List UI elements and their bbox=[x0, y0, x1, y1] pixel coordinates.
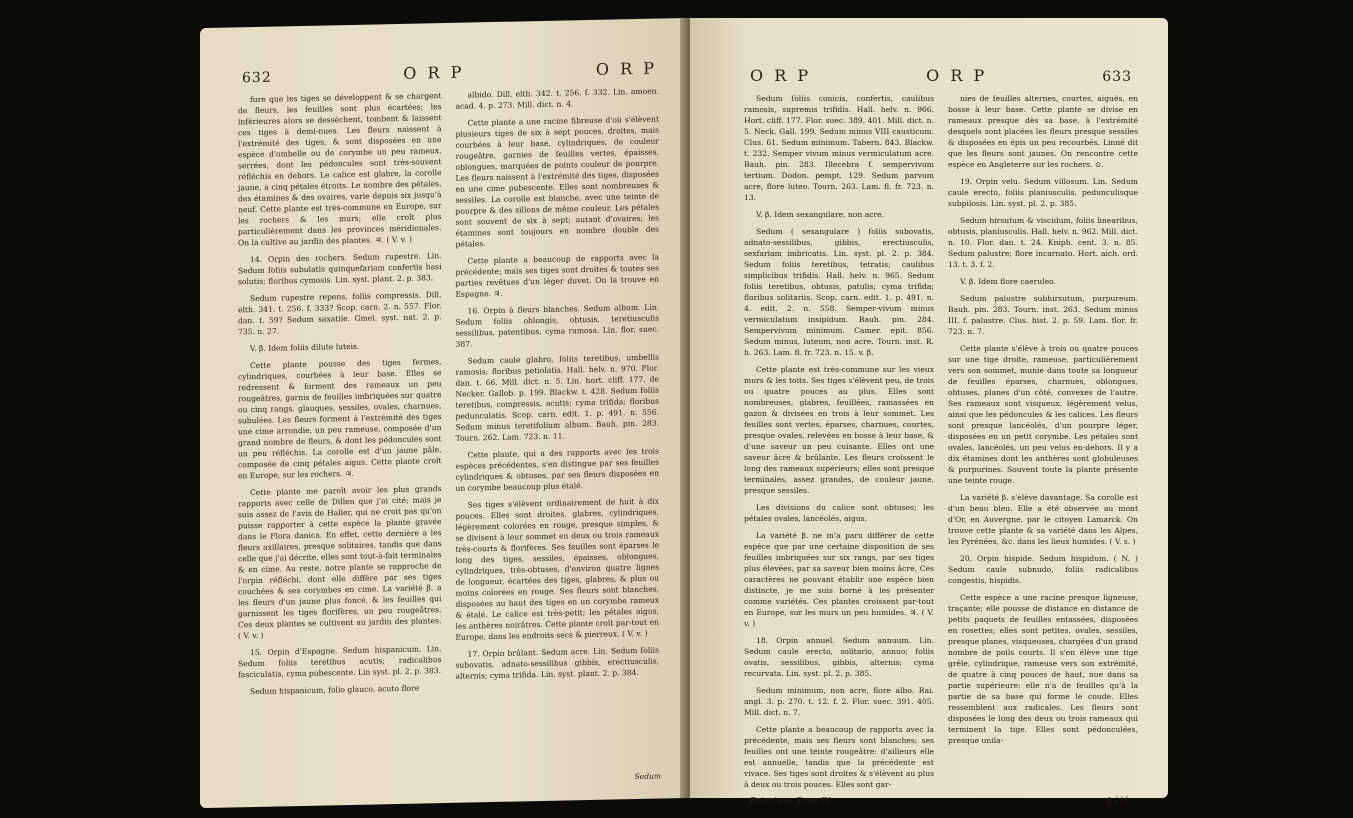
paragraph: Sedum caule glabro, foliis teretibus, umbellis ramosis; floribus petiolatis. Hall. helv. n. 970. Flor. dan. t. 66. Mill. dict. n. 5. Lin. hort. cliff. 177. de Necker. Gallob. p. 199. Blackw. t. 428. Sedum foliis teretibus, compressis, acutis; cyma trifida; floribus pedunculatis. Scop. carn. edit. 1. p. 491. n. 556. Sedum minus teretifolium album. Bauh. pin. 283. Tourn. 262. Lam. 723. n. 11. bbox=[455, 352, 659, 443]
paragraph: Ses tiges s'élèvent ordinairement de huit à dix pouces. Elles sont droites, glabres, cylindriques, légèrement colorées en rouge, presque simples, & se divisent à leur sommet en deux ou trois rameaux très-courts & florifères. Ses feuilles sont éparses le long des tiges, sessiles, épaisses, oblongues, cylindriques, très-obtuses, d'environ quatre lignes de longueur, écartées des tiges, glabres, & plus ou moins colorées en rouge. Ses fleurs sont blanches, disposées au haut des tiges en un corymbe rameux & étalé. Le calice est très-petit; les pétales aigus, les anthères noirâtres. Cette plante croît par-tout en Europe, dans les endroits secs & pierreux. ( V. v. ) bbox=[455, 496, 659, 642]
paragraph: Cette plante s'élève à trois ou quatre pouces sur une tige droite, rameuse, particulièrement vers son sommet, munie dans toute sa longueur de feuilles éparses, charnues, oblongues, obtuses, planes d'un côté, convexes de l'autre. Ses rameaux sont visqueux, légèrement velus, ainsi que les pédoncules & les calices. Les fleurs sont presque lancéolés, d'un pourpre léger, disposées en un petit corymbe. Les pétales sont ovales, lancéolés, un peu velus en-dehors. Il y a dix étamines dont les anthères sont globuleuses & purpurines. Souvent toute la plante présente une teinte rouge. bbox=[948, 344, 1138, 485]
paragraph: albido. Dill. elth. 342. t. 256. f. 332. Lin. amoen. acad. 4. p. 273. Mill. dict. n. 4. bbox=[455, 86, 659, 111]
paragraph: Sedum palustre subhirsutum, purpureum. Bauh. pin. 283. Tourn. inst. 263. Sedum minus III, f. palustre. Clus. hist. 2. p. 59. Lam. flor. fr. 723. n. 7. bbox=[948, 294, 1138, 336]
paragraph: Les divisions du calice sont obtuses; les pétales ovales, lancéolés, aigus. bbox=[744, 503, 934, 523]
paragraph: 19. Orpin velu. Sedum villosum. Lin. Sedum caule erecto, foliis planiusculis, pedunculisque subpilosis. Lin. syst. pl. 2. p. 385. bbox=[948, 177, 1138, 208]
left-running-head bbox=[200, 18, 685, 87]
left-column-1 bbox=[238, 90, 442, 703]
right-header-title-a: O R P bbox=[750, 66, 812, 85]
paragraph: 15. Orpin d'Espagne. Sedum hispanicum. Lin. Sedum foliis teretibus acutis; radicalibus fasciculatis, cyma pubescente. Lin syst. pl. 2. p. 383. bbox=[238, 644, 442, 680]
left-column-2 bbox=[456, 86, 660, 699]
right-columns bbox=[690, 85, 1168, 796]
paragraph: V. β. Idem sexangulare, non acre. bbox=[756, 210, 885, 219]
left-header-title-b: O R P bbox=[595, 58, 657, 79]
paragraph: 18. Orpin annuel. Sedum annuum. Lin. Sedum caule erecto, solitario, annuo; foliis ovatis, sessilibus, gibbis, alternis; cyma recurvata. Lin. syst. pl. 2. p. 385. bbox=[744, 636, 934, 678]
right-column-1 bbox=[744, 93, 934, 796]
paragraph: Sedum ( sexangulare ) foliis subovatis, adnato-sessilibus, gibbis, erectiusculis, sexfariam imbricatis. Lin. syst. pl. 2. p. 384. Sedum foliis teretibus, tetratis; caulibus simplicibus trifidis. Hall. helv. n. 965. Sedum foliis teretibus, obtusis, patulis; cyma trifida; floribus solitariis. Scop. carn. edit. 1. p. 491. n. 4. edit. 2. n. 558. Semper-vivum minus vermiculatum insipidum. Bauh. pin. 284. Sempervivum minimum. Camer. epit. 856. Sedum minus, luteum, non acre. Tourn. inst. R. h. 263. Lam. fl. fr. 723. n. 15. v. β. bbox=[744, 227, 934, 357]
paragraph: V. β. Idem foliis dilute luteis. bbox=[250, 341, 360, 354]
left-columns bbox=[200, 77, 685, 704]
left-header-title-a: O R P bbox=[403, 62, 465, 83]
paragraph: Cette plante a beaucoup de rapports avec la précédente; mais ses tiges sont droites & toutes ses parties revêtues d'un léger duvet. On la trouve en Espagne. ♃. bbox=[455, 252, 659, 299]
paragraph: La variété β. s'élève davantage. Sa corolle est d'un beau bleu. Elle a été observée au mont d'Or, en Auvergne, par le citoyen Lamarck. On trouve cette plante & sa variété dans les Alpes, les Pyrénées, &c. dans les lieux humides. ( V. s. ) bbox=[948, 493, 1138, 546]
right-footer bbox=[690, 796, 1168, 805]
paragraph: La variété β. ne m'a paru différer de cette espèce que par une certaine disposition de ses feuilles imbriquées sur six rangs, par ses tiges plus élevées, par sa saveur bien moins âcre. Ces caractères ne pouvant établir une espèce bien distincte, je me suis borné à les présenter comme variétés. Ces plantes croissent par-tout en Europe, sur les murs un peu humides. ♃. ( V. v. ) bbox=[744, 531, 934, 628]
paragraph: Cette plante est très-commune sur les vieux murs & les toits. Ses tiges s'élèvent peu, de trois ou quatre pouces au plus. Elles sont nombreuses, glabres, feuillées, ramassées en gazon & divisées en trois à leur sommet. Les feuilles sont vertes, éparses, charnues, courtes, presque ovales, relevées en bosse à leur base, & d'une saveur un peu cuisante. Elles ont une saveur âcre & brûlante. Les fleurs croissent le long des rameaux supérieurs; elles sont presque terminales, assez grandes, de couleur jaune, presque sessiles. bbox=[744, 365, 934, 495]
paragraph: nies de feuilles alternes, courtes, aiguës, en bosse à leur base. Cette plante se divise en rameaux presque dès sa base, à l'extrémité desquels sont placées les fleurs presque sessiles & disposées en épis un peu recourbés. Linné dit que les fleurs sont jaunes. On rencontre cette espèce en Angleterre sur les rochers. ⊙. bbox=[948, 94, 1138, 169]
paragraph: Cette plante me paroît avoir les plus grands rapports avec celle de Dillen que j'ai cité; mais je suis assez de l'avis de Haller, qui ne croit pas qu'on puisse rapporter à cette espèce la plante gravée dans le Flora danica. En effet, cette dernière a les fleurs axillaires, presque solitaires, tandis que dans celle que j'ai décrite, elles sont tout-à-fait terminales & en cime. Au reste, notre plante se rapproche de l'orpin réfléchi, dont elle diffère par ses tiges couchées & ses corymbes en cime. La variété β. a les fleurs d'un jaune plus foncé, & les feuilles qui garnissent les tiges florifères, un peu rougeâtres. Ces deux plantes se cultivent au jardin des plantes. ( V. v. ) bbox=[238, 484, 442, 641]
paragraph: 17. Orpin brûlant. Sedum acre. Lin. Sedum foliis subovatis, adnato-sessilibus gibbis, erectiusculis, alternis; cyma trifida. Lin. syst. plant. 2. p. 384. bbox=[455, 645, 659, 681]
paragraph: 14. Orpin des rochers. Sedum rupestre. Lin. Sedum foliis subulatis quinquefariam confertis basi solutis; floribus cymosis. Lin. syst. plant. 2. p. 383. bbox=[238, 251, 442, 287]
right-page bbox=[690, 18, 1168, 805]
paragraph: Sedum minimum, non acre, flore albo. Rai. angl. 3. p. 270. t. 12. f. 2. Flor. suec. 391. 405. Mill. dict. n. 7. bbox=[744, 686, 934, 717]
paragraph: 20. Orpin hispide. Sedum hispidum. ( N. ) Sedum caule subnudo, foliis radicalibus congestis, hispidis. bbox=[948, 554, 1138, 585]
paragraph: 16. Orpin à fleurs blanches. Sedum album. Lin. Sedum foliis oblongis, obtusis, teretiusculis sessilibus, patentibus, cyma ramosa. Lin. flor. suec. 387. bbox=[455, 302, 659, 349]
left-page bbox=[200, 18, 685, 808]
paragraph: Cette plante, qui a des rapports avec les trois espèces précédentes, s'en distingue par ses feuilles cylindriques & obtuses, par ses fleurs disposées en un corymbe beaucoup plus étalé. bbox=[455, 446, 659, 493]
paragraph: Cette plante pousse des tiges fermes, cylindriques, courbées à leur base. Elles se redressent & forment des rameaux un peu rougeâtres, garnis de feuilles imbriquées sur quatre ou cinq rangs, glauques, sessiles, ovales, charnues, subulées. Les fleurs forment à l'extrémité des tiges une cime arrondie, un peu rameuse, composée d'un grand nombre de fleurs, & dont les pédoncules sont un peu réfléchis. La corolle est d'un jaune pâle, composée de cinq pétales aigus. Cette plante croît en Europe, sur les rochers. ♃. bbox=[238, 357, 442, 481]
paragraph: Sedum hirsutum & viscidum, foliis linearibus, obtusis, planiusculis. Hall. helv. n. 962. Mill. dict. n. 10. Flor. dan. t. 24. Kniph. cent. 3. n. 85. Sedum palustre; flore incarnato. Hort. aich. ord. 13. t. 3. f. 2. bbox=[948, 216, 1138, 269]
right-page-number: 633 bbox=[1102, 69, 1132, 85]
paragraph: Sedum hispanicum, folio glauco, acuto flore bbox=[250, 683, 420, 697]
paragraph: fure que les tiges se développent & se chargent de fleurs, les feuilles sont plus écartées; les inférieures alors se dessèchent, tombent & laissent ces tiges à demi-nues. Les fleurs naissent à l'extrémité des tiges, & sont disposées en une espèce d'ombelle ou de corymbe un peu rameux, serrées, dont les pédoncules sont très-souvent réfléchis en dehors. Le calice est glabre, la corolle jaune, à cinq pétales étroits. Le nombre des pétales, des étamines & des ovaires, varie depuis six jusqu'à neuf. Cette plante est très-commune en Europe, sur les rochers & les murs; elle croît plus particulièrement dans les provinces méridionales. On la cultive au jardin des plantes. ♃. ( V. v. ) bbox=[238, 91, 442, 248]
right-running-head bbox=[690, 18, 1168, 85]
paragraph: Sedum foliis conicis, confertis, caulibus ramosis, supremis trifidis. Hall. helv. n. 966. Hort. cliff. 177. Flor. suec. 389. 401. Mill. dict. n. 5. Neck. Gall. 199. Sedum minus VIII causticum. Clus. 61. Sedum minimum. Tabern. 843. Blackw. t. 232. Semper vivum minus vermiculatum acre. Bauh. pin. 283. Illecebra f. sempervivum tertium. Dodon. pempt. 129. Sedum parvum acre, flore luteo. Tourn. 263. Lam. fl. fr. 723. n. 13. bbox=[744, 94, 934, 202]
paragraph: Sedum rupestre repens, foliis compressis. Dill. elth. 341. t. 256. f. 333? Scop. carn. 2. n. 557. Flor. dan. t. 59? Sedum saxatile. Gmel. syst. nat. 2. p. 735. n. 27. bbox=[238, 290, 442, 337]
left-catchword: Sedum bbox=[634, 771, 661, 782]
paragraph: Cette plante a une racine fibreuse d'où s'élèvent plusieurs tiges de six à sept pouces, droites, mais courbées à leur base, cylindriques, de couleur rougeâtre, garnies de feuilles vertes, épaisses, oblongues, marquées de points couleur de pourpre. Les fleurs naissent à l'extrémité des tiges, disposées en une cime pubescente. Elles sont nombreuses & sessiles. La corolle est blanche, avec une teinte de pourpre & des sillons de même couleur. Les pétales sont souvent de six à sept; autant d'ovaires; les étamines sont toujours en nombre double des pétales. bbox=[455, 114, 659, 249]
paragraph: Cette plante a beaucoup de rapports avec la précédente, mais ses fleurs sont blanches; ses feuilles ont une teinte rougeâtre: d'ailleurs elle est annuelle, tandis que la précédente est vivace. Ses tiges sont droites & s'élèvent au plus à deux ou trois pouces. Elles sont gar- bbox=[744, 725, 934, 789]
left-page-number: 632 bbox=[242, 69, 272, 87]
paragraph: V. β. Idem flore caeruleo. bbox=[960, 277, 1056, 286]
right-header-title-b: O R P bbox=[926, 66, 988, 85]
signature-mark: L l l l bbox=[1107, 796, 1128, 805]
right-column-2 bbox=[948, 93, 1138, 796]
paragraph: Cette espèce a une racine presque ligneuse, traçante; elle pousse de distance en distance de petits paquets de feuilles entassées, disposées en rosettes; elles sont petites, ovales, sessiles, presque planes, visqueuses, chargées d'un grand nombre de poils courts. Il s'en élève une tige grêle, cylindrique, rameuse vers son extrémité, de quatre à cinq pouces de haut, nue dans sa partie supérieure: elle n'a de feuilles qu'à la partie de sa base qui forme le coude. Elles ressemblent aux radicales. Les fleurs sont disposées le long des deux ou trois rameaux qui terminent la tige. Elles sont pédonculées, presque unila- bbox=[948, 593, 1138, 745]
volume-footer: Botanique. Tome IV. bbox=[750, 796, 831, 805]
